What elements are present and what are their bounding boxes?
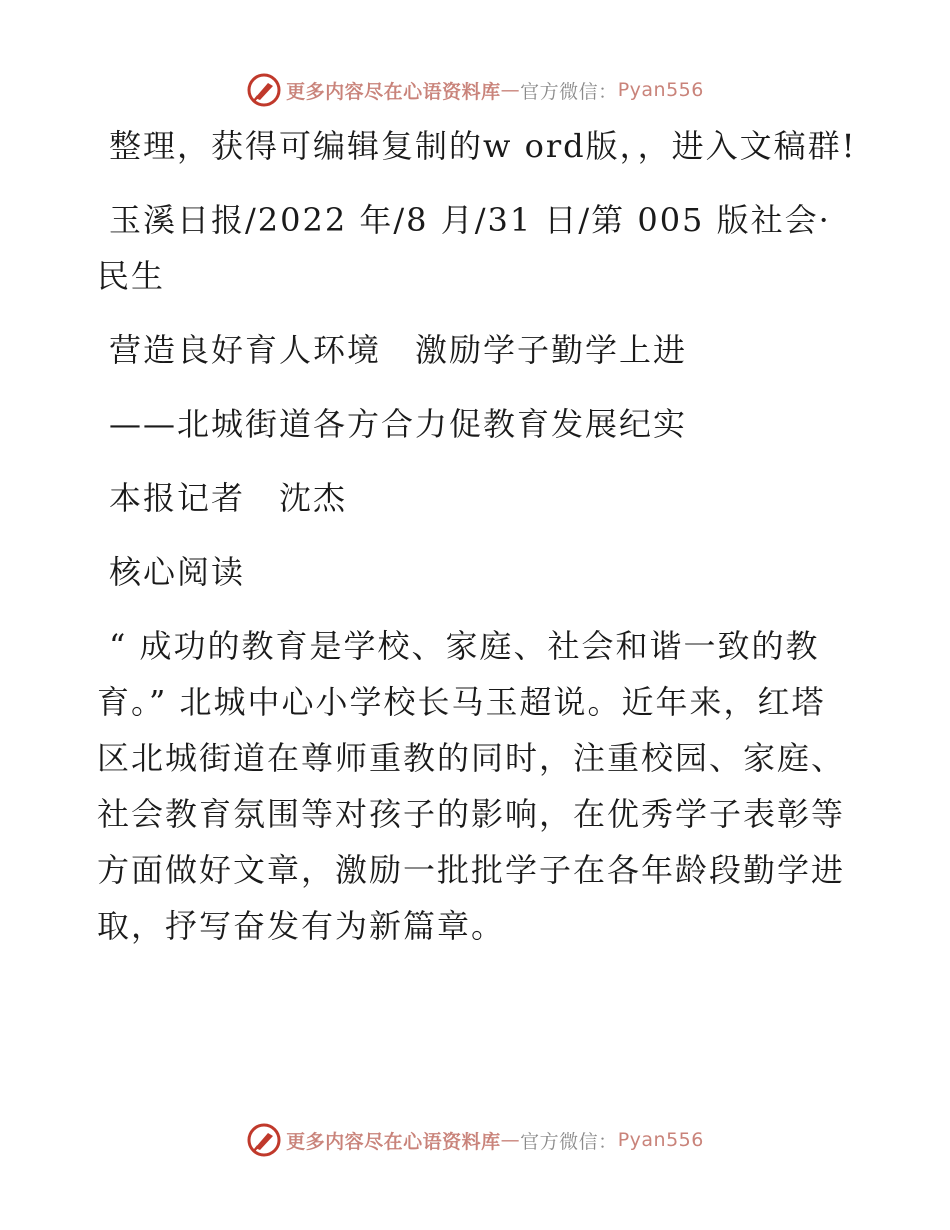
banner-wechat-id: Pyan556	[617, 1129, 704, 1151]
document-body	[97, 118, 857, 972]
banner-text: 更多内容尽在心语资料库	[286, 1130, 501, 1153]
subheadline: ——北城街道各方合力促教育发展纪实	[109, 405, 688, 443]
byline: 本报记者 沈杰	[109, 479, 348, 517]
banner-wechat-label: 官方微信：	[520, 80, 618, 103]
section-label: 核心阅读	[109, 553, 246, 591]
header-banner	[0, 70, 950, 110]
source-line: 玉溪日报/2022 年/8 月/31 日/第 005 版社会·民生	[97, 201, 831, 295]
pen-nib-logo-icon	[246, 1122, 282, 1158]
intro-paragraph: 整理，获得可编辑复制的w ord版，，进入文稿群!	[109, 127, 857, 165]
banner-text: 更多内容尽在心语资料库	[286, 80, 501, 103]
lead-paragraph: “ 成功的教育是学校、家庭、社会和谐一致的教育。” 北城中心小学校长马玉超说。近年来，红塔区北城街道在尊师重教的同时，注重校园、家庭、社会教育氛围等对孩子的影响，在优秀学子表彰等方面做好文章，激励一批批学子在各年龄段勤学进取，抒写奋发有为新篇章。	[97, 627, 846, 945]
pen-nib-logo-icon	[246, 72, 282, 108]
banner-wechat-label: 官方微信：	[520, 1130, 618, 1153]
banner-separator: —	[500, 1129, 521, 1151]
headline: 营造良好育人环境 激励学子勤学上进	[109, 331, 688, 369]
banner-wechat-id: Pyan556	[617, 79, 704, 101]
banner-separator: —	[500, 79, 521, 101]
footer-banner	[0, 1120, 950, 1160]
